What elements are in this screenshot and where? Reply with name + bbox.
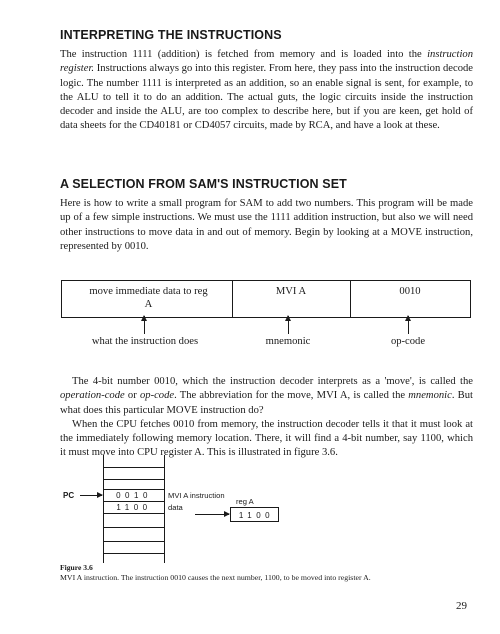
memory-divider: [104, 489, 164, 490]
memory-divider: [104, 467, 164, 468]
annotation-mnemonic: mnemonic: [265, 336, 311, 347]
opcode-text: 0010: [399, 286, 421, 297]
cell-mnemonic: [232, 281, 351, 317]
text-run: Instructions always go into this register. From here, they pass into the instruction decode logic. The number 1111 is interpreted as an addition, so an enable signal is sent, for example, to the ALU to tell it to do an addition. The actual guts, the logic circuits inside the instruction decoder and inside the ALU, are too complex to describe here, but if you are keen, get hold of data sheets for the CD40181 or CD4057 circuits, made by RCA, and have a look at these.: [60, 63, 473, 132]
memory-cell-data: 1100: [116, 503, 152, 512]
memory-divider: [104, 501, 164, 502]
emphasis-instruction-register: instruction register.: [60, 49, 473, 75]
instruction-format-table: [61, 280, 471, 318]
emphasis-operation-code: operation-code: [60, 390, 125, 402]
section-opcode-explanation: [60, 375, 473, 461]
memory-divider: [104, 513, 164, 514]
annotation-opcode: op-code: [390, 336, 426, 347]
figure-3-6-diagram: [60, 455, 473, 565]
paragraph-interpreting: [60, 48, 473, 134]
text-run: . But what does this particular MOVE instruction do?: [60, 390, 473, 416]
text-run: or: [124, 390, 140, 402]
up-arrow-icon: [288, 316, 289, 334]
text-run: The 4-bit number 0010, which the instruction decoder interprets as a 'move', is called the: [72, 376, 473, 387]
register-label: reg A: [236, 497, 254, 506]
memory-label-data: data: [168, 503, 183, 512]
paragraph-opcode: [60, 375, 473, 418]
emphasis-mnemonic: mnemonic: [408, 390, 452, 402]
memory-cell-opcode: 0010: [116, 491, 152, 500]
pc-label: PC: [63, 491, 75, 500]
paragraph-fetch: When the CPU fetches 0010 from memory, the instruction decoder tells it that it must look at the immediately following memory location. There, it will find a 4-bit number, say 1100, which it must move into CPU register A. This is illustrated in figure 3.6.: [60, 418, 473, 459]
memory-divider: [104, 527, 164, 528]
figure-caption-text: MVI A instruction. The instruction 0010 causes the next number, 1100, to be moved into register A.: [60, 573, 371, 582]
text-run: The instruction 1111 (addition) is fetched from memory and is loaded into the: [60, 49, 428, 60]
right-arrow-icon: [195, 514, 229, 515]
memory-divider: [104, 479, 164, 480]
memory-label-instruction: MVI A instruction: [168, 491, 225, 500]
figure-caption-title: Figure 3.6: [60, 563, 93, 572]
page-number: 29: [456, 600, 467, 612]
cell-opcode: [350, 281, 470, 317]
mnemonic-text: MVI A: [275, 286, 307, 297]
section-heading-interpreting: INTERPRETING THE INSTRUCTIONS: [60, 28, 282, 42]
up-arrow-icon: [144, 316, 145, 334]
register-a-box: 1100: [230, 507, 279, 522]
section-heading-instruction-set: A SELECTION FROM SAM'S INSTRUCTION SET: [60, 177, 347, 191]
cell-description: [62, 281, 233, 317]
annotation-what: what the instruction does: [91, 336, 199, 347]
up-arrow-icon: [408, 316, 409, 334]
right-arrow-icon: [80, 495, 102, 496]
description-text: move immediate data to reg A: [89, 286, 208, 310]
memory-divider: [104, 541, 164, 542]
paragraph-instruction-set-intro: Here is how to write a small program for SAM to add two numbers. This program will be made up of a few simple instructions. We must use the 1111 addition instruction, but also we will need other instructions to move data in and out of memory. Begin by looking at a MOVE instruction, represented by 0010.: [60, 198, 473, 252]
text-run: . The abbreviation for the move, MVI A, is called the: [174, 390, 409, 402]
memory-column: [103, 455, 225, 563]
emphasis-op-code: op-code: [139, 390, 175, 402]
memory-divider: [104, 553, 164, 554]
